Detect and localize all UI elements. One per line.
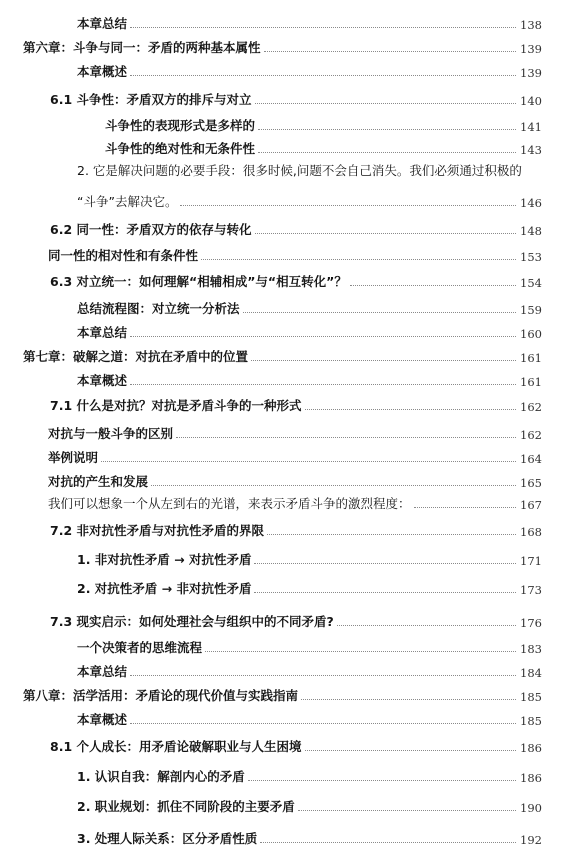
toc-entry[interactable] bbox=[50, 519, 542, 541]
toc-page-number: 162 bbox=[520, 400, 542, 414]
dot-leader bbox=[130, 675, 516, 676]
toc-entry[interactable] bbox=[77, 297, 542, 319]
toc-entry-title: 7.1 什么是对抗？对抗是矛盾斗争的一种形式 bbox=[50, 398, 302, 413]
toc-entry[interactable] bbox=[50, 610, 542, 632]
toc-page-number: 140 bbox=[520, 94, 542, 108]
dot-leader bbox=[258, 129, 516, 130]
dot-leader bbox=[301, 699, 516, 700]
dot-leader bbox=[254, 592, 516, 593]
toc-entry-title: 同一性的相对性和有条件性 bbox=[48, 248, 199, 263]
toc-entry[interactable] bbox=[48, 470, 542, 492]
dot-leader bbox=[243, 312, 517, 313]
toc-entry-title: 本章概述 bbox=[77, 373, 128, 388]
toc-entry[interactable] bbox=[50, 735, 542, 757]
toc-entry-title: 对抗的产生和发展 bbox=[48, 474, 149, 489]
dot-leader bbox=[201, 259, 516, 260]
toc-page-number: 162 bbox=[520, 428, 542, 442]
toc-entry[interactable] bbox=[77, 159, 542, 181]
toc-entry-title: 一个决策者的思维流程 bbox=[77, 640, 203, 655]
dot-leader bbox=[248, 780, 516, 781]
toc-page-number: 173 bbox=[520, 583, 542, 597]
dot-leader bbox=[180, 205, 516, 206]
toc-page-number: 184 bbox=[520, 666, 542, 680]
toc-page-number: 171 bbox=[520, 554, 542, 568]
toc-entry-title: 本章总结 bbox=[77, 16, 128, 31]
toc-page-number: 148 bbox=[520, 224, 542, 238]
toc-page-number: 183 bbox=[520, 642, 542, 656]
toc-page-number: 190 bbox=[520, 801, 542, 815]
dot-leader bbox=[305, 409, 517, 410]
toc-page-number: 139 bbox=[520, 42, 542, 56]
toc-entry-title: 本章概述 bbox=[77, 712, 128, 727]
dot-leader bbox=[130, 75, 516, 76]
toc-entry[interactable] bbox=[50, 88, 542, 110]
toc-entry[interactable] bbox=[77, 636, 542, 658]
toc-page-number: 139 bbox=[520, 66, 542, 80]
toc-entry[interactable] bbox=[105, 137, 542, 159]
toc-entry-title: 本章总结 bbox=[77, 664, 128, 679]
dot-leader bbox=[258, 152, 516, 153]
toc-page-number: 160 bbox=[520, 327, 542, 341]
toc-entry[interactable] bbox=[48, 422, 542, 444]
toc-entry-title: 8.1 个人成长：用矛盾论破解职业与人生困境 bbox=[50, 739, 302, 754]
toc-entry-title: 斗争性的绝对性和无条件性 bbox=[105, 141, 256, 156]
dot-leader bbox=[205, 651, 516, 652]
toc-page-number: 176 bbox=[520, 616, 542, 630]
toc-entry-title: 对抗与一般斗争的区别 bbox=[48, 426, 174, 441]
toc-entry[interactable] bbox=[50, 270, 542, 292]
toc-page-number: 138 bbox=[520, 18, 542, 32]
toc-entry[interactable] bbox=[77, 827, 542, 849]
toc-entry[interactable] bbox=[77, 660, 542, 682]
toc-entry[interactable] bbox=[77, 548, 542, 570]
toc-entry-title: 7.2 非对抗性矛盾与对抗性矛盾的界限 bbox=[50, 523, 264, 538]
toc-entry-title: 我们可以想象一个从左到右的光谱，来表示矛盾斗争的激烈程度： bbox=[48, 496, 411, 511]
toc-entry[interactable] bbox=[48, 492, 542, 514]
toc-entry-title: 第七章：破解之道：对抗在矛盾中的位置 bbox=[23, 349, 249, 364]
toc-page-number: 186 bbox=[520, 771, 542, 785]
toc-entry-title: 6.1 斗争性：矛盾双方的排斥与对立 bbox=[50, 92, 252, 107]
toc-entry[interactable] bbox=[77, 12, 542, 34]
toc-entry-title: 2. 职业规划：抓住不同阶段的主要矛盾 bbox=[77, 799, 295, 814]
toc-entry[interactable] bbox=[48, 446, 542, 468]
toc-entry[interactable] bbox=[77, 577, 542, 599]
toc-entry-title: 6.2 同一性：矛盾双方的依存与转化 bbox=[50, 222, 252, 237]
toc-entry-title: “斗争”去解决它。 bbox=[77, 194, 178, 209]
toc-entry-title: 1. 非对抗性矛盾 → 对抗性矛盾 bbox=[77, 552, 252, 567]
toc-entry[interactable] bbox=[77, 795, 542, 817]
dot-leader bbox=[130, 27, 516, 28]
toc-page-number: 143 bbox=[520, 143, 542, 157]
toc-page-number: 161 bbox=[520, 375, 542, 389]
toc-page-number: 167 bbox=[520, 498, 542, 512]
toc-page-number: 168 bbox=[520, 525, 542, 539]
dot-leader bbox=[298, 810, 516, 811]
toc-entry[interactable] bbox=[77, 765, 542, 787]
toc-entry[interactable] bbox=[23, 345, 542, 367]
dot-leader bbox=[264, 51, 517, 52]
toc-entry[interactable] bbox=[77, 60, 542, 82]
toc-entry-title: 本章概述 bbox=[77, 64, 128, 79]
dot-leader bbox=[130, 384, 516, 385]
dot-leader bbox=[350, 285, 516, 286]
toc-entry-title: 总结流程图：对立统一分析法 bbox=[77, 301, 240, 316]
toc-entry[interactable] bbox=[23, 36, 542, 58]
toc-entry[interactable] bbox=[77, 369, 542, 391]
toc-page-number: 153 bbox=[520, 250, 542, 264]
toc-page-number: 159 bbox=[520, 303, 542, 317]
toc-entry[interactable] bbox=[77, 708, 542, 730]
dot-leader bbox=[260, 842, 516, 843]
dot-leader bbox=[267, 534, 516, 535]
dot-leader bbox=[130, 723, 516, 724]
toc-page-number: 185 bbox=[520, 714, 542, 728]
dot-leader bbox=[251, 360, 516, 361]
dot-leader bbox=[101, 461, 516, 462]
toc-entry-title: 第六章：斗争与同一：矛盾的两种基本属性 bbox=[23, 40, 261, 55]
toc-entry[interactable] bbox=[77, 190, 542, 212]
toc-page-number: 164 bbox=[520, 452, 542, 466]
toc-page-number: 161 bbox=[520, 351, 542, 365]
toc-page-number: 192 bbox=[520, 833, 542, 847]
dot-leader bbox=[305, 750, 517, 751]
toc-page-number: 185 bbox=[520, 690, 542, 704]
toc-entry[interactable] bbox=[105, 114, 542, 136]
toc-entry[interactable] bbox=[50, 394, 542, 416]
dot-leader bbox=[254, 563, 516, 564]
dot-leader bbox=[151, 485, 516, 486]
toc-entry[interactable] bbox=[50, 218, 542, 240]
toc-page-number: 165 bbox=[520, 476, 542, 490]
toc-entry-title: 6.3 对立统一：如何理解“相辅相成”与“相互转化”？ bbox=[50, 274, 347, 289]
toc-page-number: 146 bbox=[520, 196, 542, 210]
toc-entry-title: 第八章：活学活用：矛盾论的现代价值与实践指南 bbox=[23, 688, 299, 703]
toc-entry-title: 7.3 现实启示：如何处理社会与组织中的不同矛盾? bbox=[50, 614, 334, 629]
toc-entry-title: 举例说明 bbox=[48, 450, 99, 465]
toc-page-number: 154 bbox=[520, 276, 542, 290]
dot-leader bbox=[414, 507, 517, 508]
dot-leader bbox=[255, 103, 517, 104]
dot-leader bbox=[130, 336, 516, 337]
dot-leader bbox=[337, 625, 516, 626]
toc-entry-title: 本章总结 bbox=[77, 325, 128, 340]
toc-entry-title: 2. 它是解决问题的必要手段：很多时候,问题不会自己消失。我们必须通过积极的 bbox=[77, 163, 522, 178]
toc-entry-title: 3. 处理人际关系：区分矛盾性质 bbox=[77, 831, 258, 846]
dot-leader bbox=[176, 437, 516, 438]
toc-page-number: 186 bbox=[520, 741, 542, 755]
toc-entry[interactable] bbox=[23, 684, 542, 706]
toc-entry[interactable] bbox=[77, 321, 542, 343]
toc-entry[interactable] bbox=[48, 244, 542, 266]
toc-page-number: 141 bbox=[520, 120, 542, 134]
toc-entry-title: 斗争性的表现形式是多样的 bbox=[105, 118, 256, 133]
toc-entry-title: 2. 对抗性矛盾 → 非对抗性矛盾 bbox=[77, 581, 252, 596]
dot-leader bbox=[255, 233, 517, 234]
toc-entry-title: 1. 认识自我：解剖内心的矛盾 bbox=[77, 769, 245, 784]
